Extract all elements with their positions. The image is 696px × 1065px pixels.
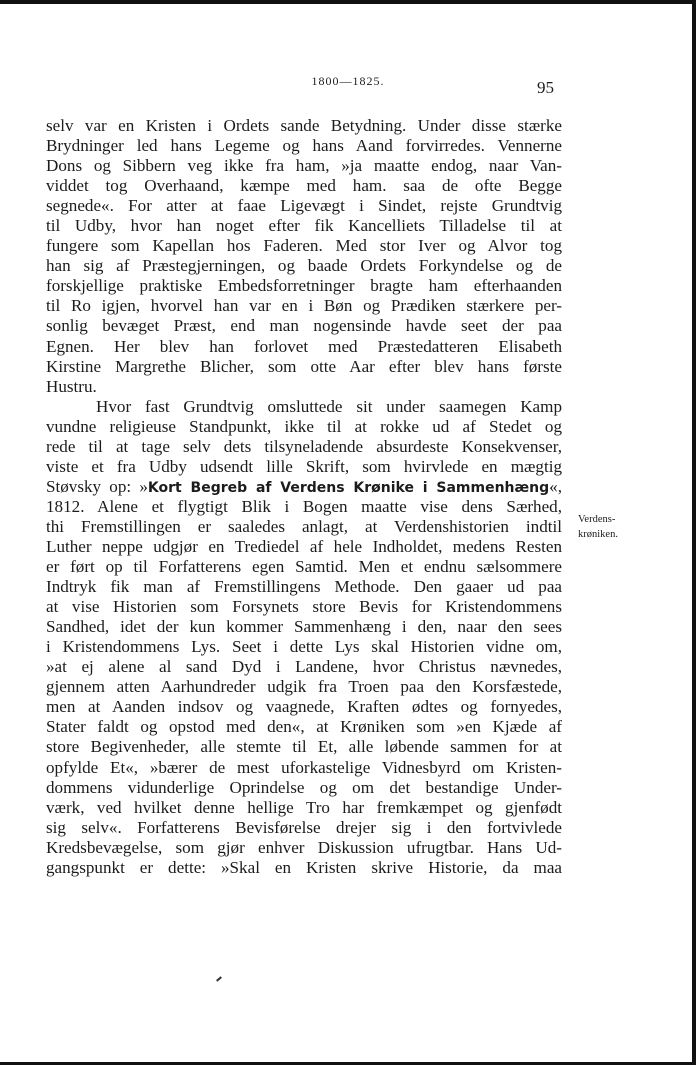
text-line: gangspunkt er dette: »Skal en Kristen skrive Historie, da maa	[46, 857, 562, 877]
body-text	[46, 116, 562, 878]
text-line: thi Fremstillingen er saaledes anlagt, at Verdenshistorien indtil	[46, 516, 562, 536]
stray-ink-mark	[216, 976, 222, 981]
text-line: segnede«. For atter at faae Ligevægt i Sindet, rejste Grundtvig	[46, 196, 562, 216]
text-line: fungere som Kapellan hos Faderen. Med stor Iver og Alvor tog	[46, 236, 562, 256]
text-line: er ført op til Forfatterens egen Samtid. Men et endnu sælsommere	[46, 557, 562, 577]
text-line: sig selv«. Forfatterens Bevisførelse drejer sig i den fortvivlede	[46, 817, 562, 837]
text-line: til Udby, hvor han noget efter fik Kancelliets Tilladelse til at	[46, 216, 562, 236]
text-line: sonlig bevæget Præst, end man nogensinde havde seet der paa	[46, 316, 562, 336]
text-line: Indtryk fik man af Fremstillingens Methode. Den gaaer ud paa	[46, 577, 562, 597]
text-line: Hvor fast Grundtvig omsluttede sit under saamegen Kamp	[96, 396, 562, 416]
title-suffix: «,	[549, 476, 562, 496]
running-head: 1800—1825.	[311, 74, 385, 88]
text-line: dommens vidunderlige Oprindelse og om det bestandige Under-	[46, 777, 562, 797]
text-line: store Begivenheder, alle stemte til Et, alle løbende sammen for at	[46, 737, 562, 757]
text-line: Sandhed, idet der kun kommer Sammenhæng i den, naar den sees	[46, 617, 562, 637]
page-number: 95	[537, 78, 554, 97]
text-line-with-title	[46, 477, 562, 497]
text-line: Egnen. Her blev han forlovet med Præstedatteren Elisabeth	[46, 336, 562, 356]
text-line: Brydninger led hans Legeme og hans Aand forvirredes. Vennerne	[46, 136, 562, 156]
scan-border-top	[0, 0, 696, 4]
text-line: forskjellige praktiske Embedsforretninger bragte ham efterhaanden	[46, 276, 562, 296]
text-line: Stater faldt og opstod med den«, at Krøniken som »en Kjæde af	[46, 717, 562, 737]
scan-border-right	[692, 0, 696, 1065]
text-line: værk, ved hvilket denne hellige Tro har fremkæmpet og gjenfødt	[46, 797, 562, 817]
text-line: opfylde Et«, »bærer de mest uforkastelige Vidnesbyrd om Kristen-	[46, 757, 562, 777]
text-line: 1812. Alene et flygtigt Blik i Bogen maatte vise dens Særhed,	[46, 496, 562, 516]
text-line: »at ej alene al sand Dyd i Landene, hvor Christus nævnedes,	[46, 657, 562, 677]
book-title: Kort Begreb af Verdens Krønike i Sammenhæng	[147, 479, 550, 496]
text-line: Kredsbevægelse, som gjør enhver Diskussion ufrugtbar. Hans Ud-	[46, 837, 562, 857]
text-line: viste et fra Udby udsendt lille Skrift, som hvirvlede en mægtig	[46, 456, 562, 476]
text-line: i Kristendommens Lys. Seet i dette Lys skal Historien vidne om,	[46, 637, 562, 657]
text-line: men at Aanden indsov og vaagnede, Kraften ødtes og fornyedes,	[46, 697, 562, 717]
text-line: Dons og Sibbern veg ikke fra ham, »ja maatte endog, naar Van-	[46, 156, 562, 176]
text-line: gjennem atten Aarhundreder udgik fra Troen paa den Korsfæstede,	[46, 677, 562, 697]
title-prefix: Støvsky op: »	[46, 476, 148, 496]
text-line: til Ro igjen, hvorvel han var en i Bøn og Prædiken stærkere per-	[46, 296, 562, 316]
text-line: vundne religieuse Standpunkt, ikke til at rokke ud af Stedet og	[46, 416, 562, 436]
margin-note-line: krøniken.	[578, 529, 618, 540]
text-line: viddet tog Overhaand, kæmpe med ham. saa de ofte Begge	[46, 176, 562, 196]
text-line: han sig af Præstegjerningen, og baade Ordets Forkyndelse og de	[46, 256, 562, 276]
text-line: Hustru.	[46, 376, 97, 396]
text-line: selv var en Kristen i Ordets sande Betydning. Under disse stærke	[46, 116, 562, 135]
margin-note	[578, 512, 688, 542]
text-line: Luther neppe udgjør en Trediedel af hele Indholdet, medens Resten	[46, 536, 562, 556]
text-line: at vise Historien som Forsynets store Bevis for Kristendommens	[46, 597, 562, 617]
text-line: Kirstine Margrethe Blicher, som otte Aar efter blev hans første	[46, 356, 562, 376]
text-line: rede til at tage selv dets tilsyneladende absurdeste Konsekvenser,	[46, 436, 562, 456]
margin-note-line: Verdens-	[578, 514, 616, 525]
